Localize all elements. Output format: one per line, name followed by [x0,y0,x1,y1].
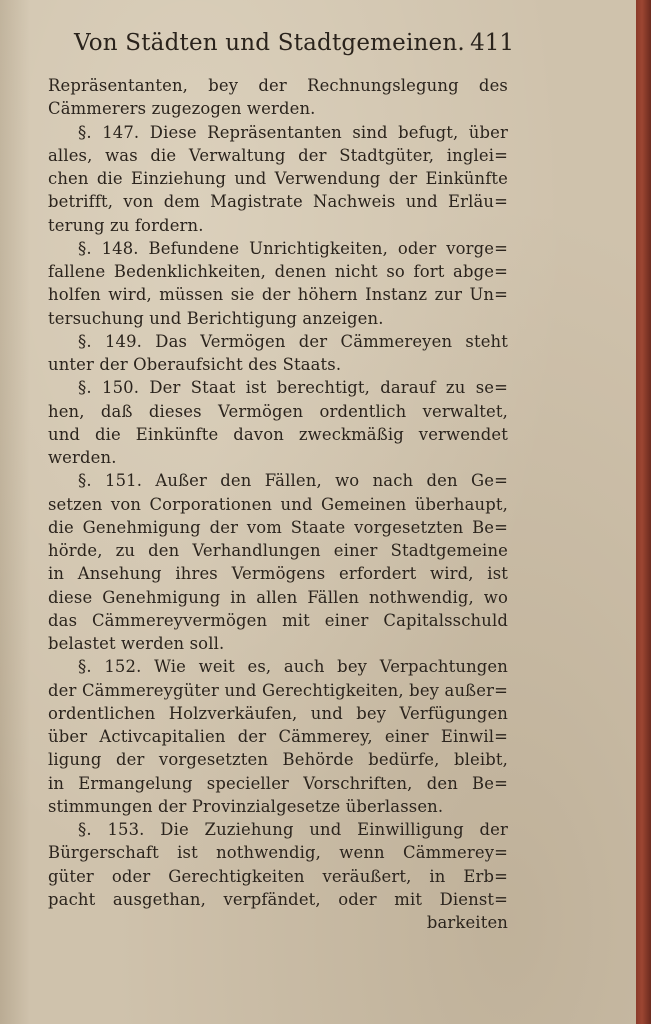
paragraph-153-start: §. 153. Die Zuziehung und Einwilligung der [78,820,508,839]
text-line: und die Einkünfte davon zweckmäßig verwendet [48,424,508,444]
text-line: fallene Bedenklichkeiten, denen nicht so fort abge= [48,262,508,281]
text-line: über Activcapitalien der Cämmerey, einer Einwil= [48,727,508,746]
paragraph-147-start: §. 147. Diese Repräsentanten sind befugt, über [78,122,508,142]
paragraph-152-start: §. 152. Wie weit es, auch bey Verpachtungen [78,657,508,677]
text-line: holfen wird, müssen sie der höhern Instanz zur Un= [48,285,508,305]
text-line: diese Genehmigung in allen Fällen nothwendig, wo [48,587,508,607]
body-text [48,74,508,934]
text-line: Repräsentanten, bey der Rechnungslegung des [48,76,508,95]
paragraph-150-start: §. 150. Der Staat ist berechtigt, darauf zu se= [78,378,508,398]
text-line: der Cämmereygüter und Gerechtigkeiten, bey außer= [48,680,508,700]
text-line: tersuchung und Berichtigung anzeigen. [48,308,384,328]
text-line: ligung der vorgesetzten Behörde bedürfe, bleibt, [48,750,508,770]
paragraph-151-start: §. 151. Außer den Fällen, wo nach den Ge= [78,471,508,491]
text-line: setzen von Corporationen und Gemeinen überhaupt, [48,494,508,514]
text-line: chen die Einziehung und Verwendung der Einkünfte [48,169,508,188]
text-line: unter der Oberaufsicht des Staats. [48,355,342,374]
catchword: barkeiten [426,913,508,932]
text-line: stimmungen der Provinzialgesetze überlassen. [48,796,444,816]
text-line: werden. [48,448,117,467]
text-line: Cämmerers zugezogen werden. [48,99,316,119]
text-line: hörde, zu den Verhandlungen einer Stadtgemeine [48,541,508,560]
text-line: Bürgerschaft ist nothwendig, wenn Cämmerey= [48,843,508,863]
text-line: alles, was die Verwaltung der Stadtgüter, inglei= [48,145,508,165]
page-number: 411 [470,30,514,56]
text-line: hen, daß dieses Vermögen ordentlich verwaltet, [48,401,508,421]
text-line: das Cämmereyvermögen mit einer Capitalsschuld [48,610,508,630]
text-line: in Ermangelung specieller Vorschriften, den Be= [48,773,508,793]
text-line: die Genehmigung der vom Staate vorgesetzten Be= [48,517,508,537]
text-line: betrifft, von dem Magistrate Nachweis und Erläu= [48,192,508,212]
running-title: Von Städten und Stadtgemeinen. [74,30,465,56]
text-line: güter oder Gerechtigkeiten veräußert, in Erb= [48,866,508,886]
paragraph-148-start: §. 148. Befundene Unrichtigkeiten, oder vorge= [78,238,508,258]
book-edge [636,0,651,1024]
text-line: terung zu fordern. [48,215,204,235]
page-header [74,30,514,60]
paragraph-149-start: §. 149. Das Vermögen der Cämmereyen steht [78,331,508,351]
text-line: ordentlichen Holzverkäufen, und bey Verfügungen [48,703,508,723]
text-line: in Ansehung ihres Vermögens erfordert wird, ist [48,564,508,584]
text-line: belastet werden soll. [48,634,225,653]
text-line: pacht ausgethan, verpfändet, oder mit Dienst= [48,889,508,909]
